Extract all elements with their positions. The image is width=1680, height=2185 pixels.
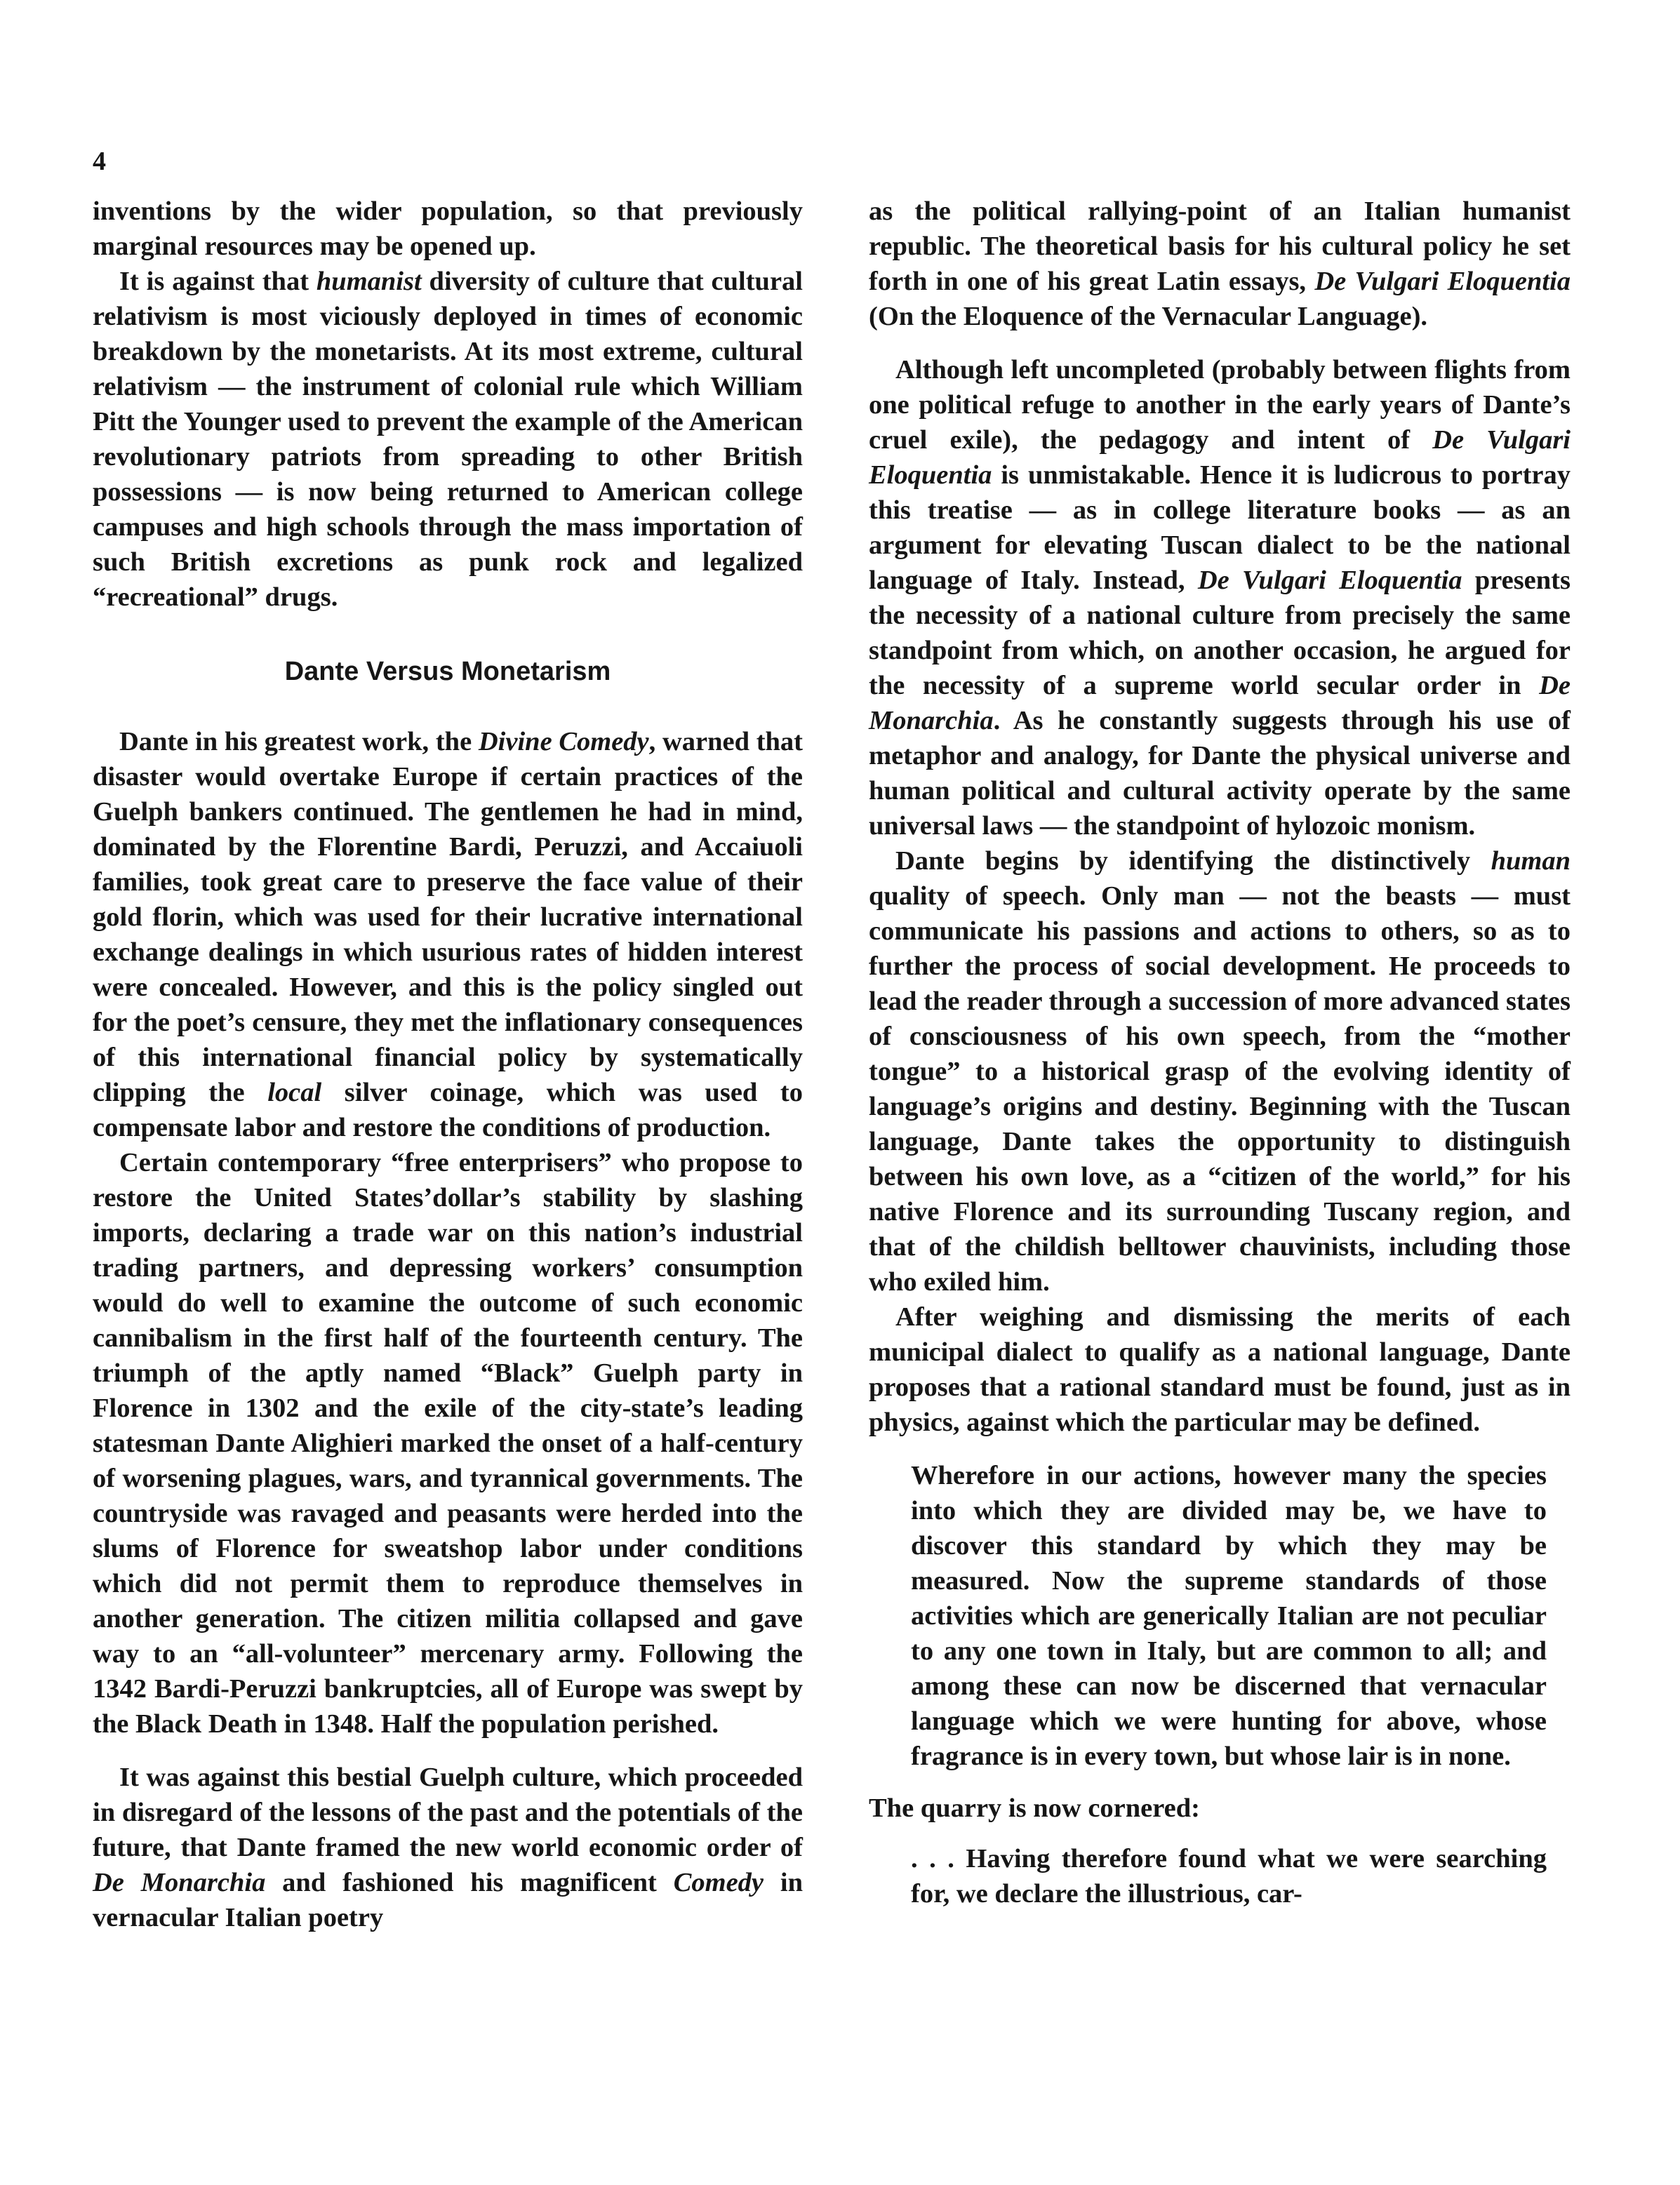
paragraph: Certain contemporary “free enterprisers” who propose to restore the United States’dollar’s stability by slashing imports, declaring a trade war on this nation’s industrial trading partners, and depressing workers’ consumption would do well to examine the outcome of such economic cannibalism in the first half of the fourteenth century. The triumph of the aptly named “Black” Guelph party in Florence in 1302 and the exile of the city-state’s leading statesman Dante Alighieri marked the onset of a half-century of worsening plagues, wars, and tyrannical governments. The countryside was ravaged and peasants were herded into the slums of Florence for sweatshop labor under conditions which did not permit them to reproduce themselves in another generation. The citizen militia collapsed and gave way to an “all-volunteer” mercenary army. Following the 1342 Bardi-Peruzzi bankruptcies, all of Europe was swept by the Black Death in 1348. Half the population perished. bbox=[93, 1148, 803, 1739]
paragraph: It is against that humanist diversity of culture that cultural relativism is most viciously deployed in times of economic breakdown by the monetarists. At its most extreme, cultural relativism — the instrument of colonial rule which William Pitt the Younger used to prevent the example of the American revolutionary patriots from spreading to other British possessions — is now being returned to American college campuses and high schools through the mass importation of such British excretions as punk rock and legalized “recreational” drugs. bbox=[93, 267, 803, 612]
right-column bbox=[869, 194, 1571, 1911]
page-number: 4 bbox=[93, 147, 106, 176]
section-heading: Dante Versus Monetarism bbox=[284, 657, 611, 686]
paragraph: Although left uncompleted (probably between flights from one political refuge to another in the early years of Dante’s cruel exile), the pedagogy and intent of De Vulgari Eloquentia is unmistakable. Hence it is ludicrous to portray this treatise — as in college literature books — as an argument for elevating Tuscan dialect to be the national language of Italy. Instead, De Vulgari Eloquentia presents the necessity of a national culture from precisely the same standpoint from which, on another occasion, he argued for the necessity of a supreme world secular order in De Monarchia. As he constantly suggests through his use of metaphor and analogy, for Dante the physical universe and human political and cultural activity operate by the same universal laws — the standpoint of hylozoic monism. bbox=[869, 355, 1571, 841]
block-quote: Wherefore in our actions, however many the species into which they are divided may be, we have to discover this standard by which they may be measured. Now the supreme standards of those activities which are generically Italian are not peculiar to any one town in Italy, but are common to all; and among these can now be discerned that vernacular language which we were hunting for above, whose fragrance is in every town, but whose lair is in none. bbox=[911, 1461, 1547, 1771]
paragraph: as the political rallying-point of an Italian humanist republic. The theoretical basis for his cultural policy he set forth in one of his great Latin essays, De Vulgari Eloquentia (On the Eloquence of the Vernacular Language). bbox=[869, 196, 1571, 331]
paragraph: It was against this bestial Guelph culture, which proceeded in disregard of the lessons of the past and the potentials of the future, that Dante framed the new world economic order of De Monarchia and fashioned his magnificent Comedy in vernacular Italian poetry bbox=[93, 1763, 803, 1932]
paragraph: Dante in his greatest work, the Divine Comedy, warned that disaster would overtake Europe if certain practices of the Guelph bankers continued. The gentlemen he had in mind, dominated by the Florentine Bardi, Peruzzi, and Accaiuoli families, took great care to preserve the face value of their gold florin, which was used for their lucrative international exchange dealings in which usurious rates of hidden interest were concealed. However, and this is the policy singled out for the poet’s censure, they met the inflationary consequences of this international financial policy by systematically clipping the local silver coinage, which was used to compensate labor and restore the conditions of production. bbox=[93, 727, 804, 1142]
left-column bbox=[93, 194, 803, 1935]
paragraph: inventions by the wider population, so that previously marginal resources may be opened up. bbox=[93, 196, 803, 261]
block-quote: . . . Having therefore found what we were searching for, we declare the illustrious, car- bbox=[911, 1844, 1547, 1909]
paragraph: The quarry is now cornered: bbox=[869, 1793, 1200, 1823]
paragraph: Dante begins by identifying the distinctively human quality of speech. Only man — not the beasts — must communicate his passions and actions to others, so as to further the process of social development. He proceeds to lead the reader through a succession of more advanced states of consciousness of his own speech, from the “mother tongue” to a historical grasp of the evolving identity of language’s origins and destiny. Beginning with the Tuscan language, Dante takes the opportunity to distinguish between his own love, as a “citizen of the world,” for his native Florence and its surrounding Tuscany region, and that of the childish belltower chauvinists, including those who exiled him. bbox=[869, 846, 1571, 1297]
paragraph: After weighing and dismissing the merits of each municipal dialect to qualify as a national language, Dante proposes that a rational standard must be found, just as in physics, against which the particular may be defined. bbox=[869, 1302, 1571, 1437]
